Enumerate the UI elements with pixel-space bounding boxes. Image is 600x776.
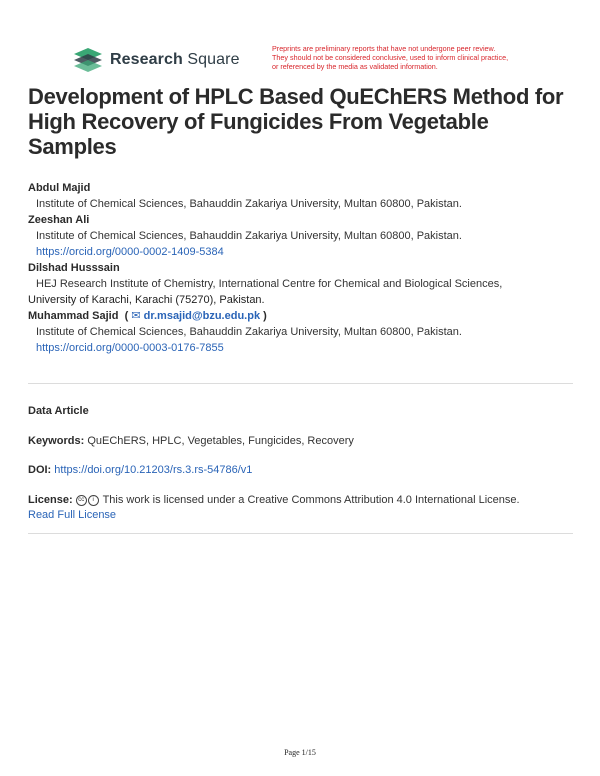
keywords-row [28, 434, 573, 449]
author-list [28, 180, 573, 356]
keywords-label: Keywords: [28, 435, 85, 447]
article-type [28, 404, 573, 419]
brand-name-light: Square [187, 51, 240, 68]
author-affiliation: HEJ Research Institute of Chemistry, International Centre for Chemical and Biological Sciences, [36, 278, 503, 290]
doi-link[interactable]: https://doi.org/10.21203/rs.3.rs-54786/v1 [54, 464, 253, 476]
author-name: Muhammad Sajid [28, 310, 119, 322]
research-square-logo[interactable] [74, 48, 240, 72]
preprint-disclaimer-line: Preprints are preliminary reports that have not undergone peer review. [272, 44, 496, 53]
open-paren: ( [121, 310, 132, 322]
close-paren: ) [260, 310, 267, 322]
orcid-link[interactable]: https://orcid.org/0000-0003-0176-7855 [36, 342, 224, 354]
doi-label: DOI: [28, 464, 52, 476]
doi-row [28, 463, 573, 478]
license-text: This work is licensed under a Creative Commons Attribution 4.0 International License. [102, 494, 520, 506]
author-name: Zeeshan Ali [28, 214, 90, 226]
envelope-icon: ✉ [131, 310, 141, 322]
divider [28, 383, 573, 384]
article-type-label: Data Article [28, 405, 89, 417]
cc-by-icon: i [88, 495, 99, 506]
author-affiliation-continued: University of Karachi, Karachi (75270), Pakistan. [28, 294, 265, 306]
license-label: License: [28, 494, 73, 506]
read-full-license-link[interactable]: Read Full License [28, 509, 117, 521]
page-number: Page 1/15 [284, 748, 316, 757]
email-address: dr.msajid@bzu.edu.pk [143, 310, 261, 322]
cc-icon: cc [76, 495, 87, 506]
preprint-disclaimer [272, 44, 572, 71]
author-affiliation: Institute of Chemical Sciences, Bahauddin Zakariya University, Multan 60800, Pakistan. [36, 326, 462, 338]
preprint-disclaimer-line: They should not be considered conclusive, used to inform clinical practice, [272, 53, 509, 62]
author-name: Abdul Majid [28, 182, 91, 194]
author-name-corresponding [28, 308, 573, 324]
header [74, 44, 580, 78]
author-affiliation: Institute of Chemical Sciences, Bahauddin Zakariya University, Multan 60800, Pakistan. [36, 198, 462, 210]
license-row [28, 493, 573, 523]
orcid-link[interactable]: https://orcid.org/0000-0002-1409-5384 [36, 246, 224, 258]
preprint-disclaimer-line: or referenced by the media as validated information. [272, 62, 438, 71]
paper-title: Development of HPLC Based QuEChERS Method for High Recovery of Fungicides From Vegetable Samples [28, 84, 564, 159]
brand-name-bold: Research [110, 51, 183, 68]
author-name: Dilshad Husssain [28, 262, 120, 274]
research-square-logo-icon [74, 48, 104, 72]
keywords-value: QuEChERS, HPLC, Vegetables, Fungicides, Recovery [87, 435, 354, 447]
brand-name [110, 51, 240, 69]
author-affiliation: Institute of Chemical Sciences, Bahauddin Zakariya University, Multan 60800, Pakistan. [36, 230, 462, 242]
email-link[interactable] [131, 310, 260, 322]
divider [28, 533, 573, 534]
